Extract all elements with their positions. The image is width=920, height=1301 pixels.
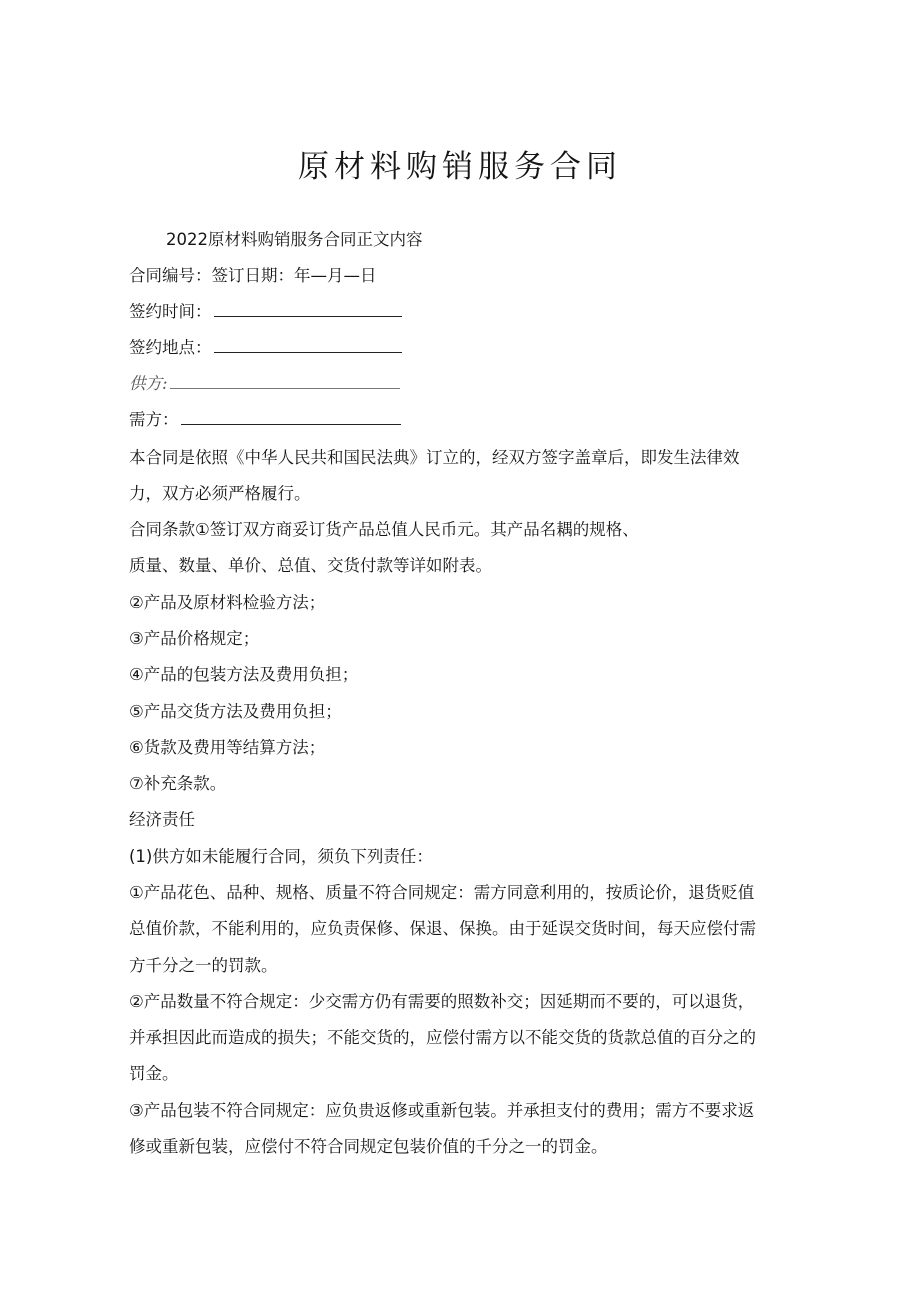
body-line: ③产品包装不符合同规定：应负贵返修或重新包装。并承担支付的费用；需方不要求返 [129, 1101, 755, 1120]
sign-place-blank[interactable] [214, 337, 402, 353]
body-line: 力，双方必须严格履行。 [129, 484, 311, 503]
buyer-blank[interactable] [181, 409, 401, 425]
sign-time-label: 签约时间： [129, 302, 212, 321]
buyer-line [129, 408, 401, 432]
body-line: 罚金。 [129, 1064, 179, 1083]
body-line: 本合同是依照《中华人民共和国民法典》订立的，经双方签字盖章后，即发生法律效 [129, 448, 740, 467]
body-line: ⑥货款及费用等结算方法； [129, 738, 326, 757]
sign-time-line [129, 300, 402, 324]
body-line: 修或重新包装，应偿付不符合同规定包装价值的千分之一的罚金。 [129, 1137, 608, 1156]
document-title: 原材料购销服务合同 [298, 149, 622, 185]
section-heading: 经济责任 [129, 810, 195, 829]
body-line: ②产品及原材料检验方法； [129, 593, 326, 612]
body-line: 并承担因此而造成的损失；不能交货的，应偿付需方以不能交货的货款总值的百分之的 [129, 1028, 756, 1047]
body-line: ⑦补充条款。 [129, 774, 227, 793]
body-line: ①产品花色、品种、规格、质量不符合同规定：需方同意利用的，按质论价，退货贬值 [129, 883, 755, 902]
supplier-line [129, 372, 400, 396]
contract-number-line: 合同编号：签订日期：年—月—日 [129, 266, 377, 285]
body-line: 质量、数量、单价、总值、交货付款等详如附表。 [129, 556, 492, 575]
body-line: ②产品数量不符合规定：少交需方仍有需要的照数补交；因延期而不要的，可以退货， [129, 992, 755, 1011]
body-line: ⑤产品交货方法及费用负担； [129, 702, 342, 721]
body-line: 合同条款①签订双方商妥订货产品总值人民币元。其产品名耦的规格、 [129, 520, 639, 539]
document-subtitle: 2022原材料购销服务合同正文内容 [166, 230, 423, 249]
body-line: 总值价款，不能利用的，应负责保修、保退、保换。由于延误交货时间，每天应偿付需 [129, 919, 756, 938]
sign-time-blank[interactable] [214, 301, 402, 317]
sign-place-line [129, 336, 402, 360]
body-line: 方千分之一的罚款。 [129, 956, 278, 975]
supplier-label: 供方: [129, 374, 168, 393]
body-line: ③产品价格规定； [129, 629, 260, 648]
body-line: ④产品的包装方法及费用负担； [129, 665, 359, 684]
buyer-label: 需方： [129, 410, 179, 429]
sign-place-label: 签约地点： [129, 338, 212, 357]
supplier-blank[interactable] [170, 373, 400, 389]
body-line: (1)供方如未能履行合同，须负下列责任： [129, 847, 433, 866]
